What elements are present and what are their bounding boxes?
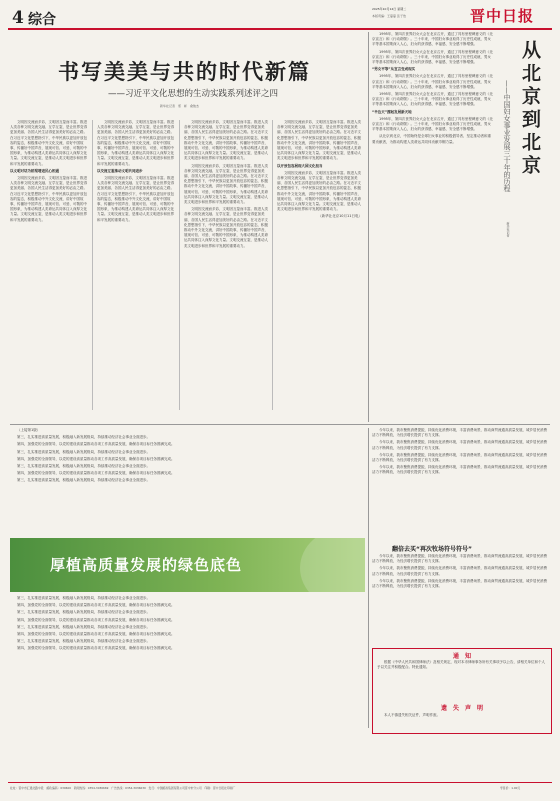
lead-column-1: 文明因交流而多彩，文明因互鉴而丰富。推进人类各种文明交流交融、互学互鉴，是让世界变得更加美丽、各国人民生活得更加美好的必由之路。在习近平文化思想指引下，中华民族以更加开放包容的姿态，积极推动中外文化交流，讲好中国故事，传播好中国声音，展现可信、可爱、可敬的中国形象，为推动构建人类命运共同体注入深厚文化力量。文明交流互鉴，是推动人类文明进步和世界和平发展的重要动力。 以文明对话为桥梁增进民心相通 文明因交流而多彩，文明因互鉴而丰富。推进人类各种文明交流交融、互学互鉴，是让世界变得更加美丽、各国人民生活得更加美好的必由之路。在习近平文化思想指引下，中华民族以更加开放包容的姿态，积极推动中外文化交流，讲好中国故事，传播好中国声音，展现可信、可爱、可敬的中国形象，为推动构建人类命运共同体注入深厚文化力量。文明交流互鉴，是推动人类文明进步和世界和平发展的重要动力。 (10, 120, 87, 222)
page-header (0, 0, 560, 28)
article-byline: 新华社记者 邢 彬 俞俊杰 (160, 104, 200, 108)
side-article (372, 32, 552, 422)
article-subtitle: ——习近平文化思想的生动实践系列述评之四 (108, 89, 279, 99)
article-title: 书写美美与共的时代新篇 (58, 59, 311, 84)
lead-column-3: 文明因交流而多彩，文明因互鉴而丰富。推进人类各种文明交流交融、互学互鉴，是让世界变得更加美丽、各国人民生活得更加美好的必由之路。在习近平文化思想指引下，中华民族以更加开放包容的姿态，积极推动中外文化交流，讲好中国故事，传播好中国声音，展现可信、可爱、可敬的中国形象，为推动构建人类命运共同体注入深厚文化力量。文明交流互鉴，是推动人类文明进步和世界和平发展的重要动力。 文明因交流而多彩，文明因互鉴而丰富。推进人类各种文明交流交融、互学互鉴，是让世界变得更加美丽、各国人民生活得更加美好的必由之路。在习近平文化思想指引下，中华民族以更加开放包容的姿态，积极推动中外文化交流，讲好中国故事，传播好中国声音，展现可信、可爱、可敬的中国形象，为推动构建人类命运共同体注入深厚文化力量。文明交流互鉴，是推动人类文明进步和世界和平发展的重要动力。 文明因交流而多彩，文明因互鉴而丰富。推进人类各种文明交流交融、互学互鉴，是让世界变得更加美丽、各国人民生活得更加美好的必由之路。在习近平文化思想指引下，中华民族以更加开放包容的姿态，积极推动中外文化交流，讲好中国故事，传播好中国声音，展现可信、可爱、可敬的中国形象，为推动构建人类命运共同体注入深厚文化力量。文明交流互鉴，是推动人类文明进步和世界和平发展的重要动力。 (184, 120, 268, 248)
footer-info: 社址：晋中市汇通北路中段 邮政编码：030600 新闻热线：0354-3036669 广告热线：0354-3036630 发行：中国邮政集团有限公司晋中市分公司 印刷：晋中日报社印刷厂 (10, 786, 236, 790)
subhead: 以文明对话为桥梁增进民心相通 (10, 168, 59, 173)
subhead: “半边天”撑起发展新天地 (372, 109, 412, 114)
header-rule (8, 28, 552, 30)
issue-date: 2025年10月14日 星期二 (372, 7, 407, 11)
footer-price: 零售价：1.00元 (500, 786, 521, 790)
green-banner (10, 538, 365, 592)
lower-article: 第三，扎实推进高质量发展，积极融入新发展格局，持续推动经济社会事业全面进步。 第四，加强党的全面领导，以党的建设高质量推动各项工作高质量发展，确保各项目标任务圆满完成。 第三，扎实推进高质量发展，积极融入新发展格局，持续推动经济社会事业全面进步。 第四，加强党的全面领导，以党的建设高质量推动各项工作高质量发展，确保各项目标任务圆满完成。 第三，扎实推进高质量发展，积极融入新发展格局，持续推动经济社会事业全面进步。 第四，加强党的全面领导，以党的建设高质量推动各项工作高质量发展，确保各项目标任务圆满完成。 第三，扎实推进高质量发展，积极融入新发展格局，持续推动经济社会事业全面进步。 第四，加强党的全面领导，以党的建设高质量推动各项工作高质量发展，确保各项目标任务圆满完成。 (17, 596, 175, 651)
banner-leaf-icon (300, 538, 365, 592)
lost-notice-body: 本人不慎遗失相关证件，声明作废。 (384, 713, 440, 717)
article-source: （新华社北京10月11日电） (318, 214, 362, 219)
footer-rule (8, 782, 552, 783)
newspaper-logo: 晋中日报 (470, 7, 535, 25)
lost-notice-title: 遗 失 声 明 (440, 705, 483, 712)
page-number: 4 (12, 8, 24, 28)
section-name: 综合 (28, 12, 56, 28)
banner-title: 厚植高质量发展的绿色底色 (50, 556, 243, 574)
side-column-1: 1995年，第四次世界妇女大会在北京召开，通过了具有里程碑意义的《北京宣言》和《行动纲领》。三十年来，中国妇女事业取得了历史性成就，男女平等基本国策深入人心，妇女的获得感、幸福感、安全感不断增强。 1995年，第四次世界妇女大会在北京召开，通过了具有里程碑意义的《北京宣言》和《行动纲领》。三十年来，中国妇女事业取得了历史性成就，男女平等基本国策深入人心，妇女的获得感、幸福感、安全感不断增强。 “男女平等”从宣言变成现实 1995年，第四次世界妇女大会在北京召开，通过了具有里程碑意义的《北京宣言》和《行动纲领》。三十年来，中国妇女事业取得了历史性成就，男女平等基本国策深入人心，妇女的获得感、幸福感、安全感不断增强。 1995年，第四次世界妇女大会在北京召开，通过了具有里程碑意义的《北京宣言》和《行动纲领》。三十年来，中国妇女事业取得了历史性成就，男女平等基本国策深入人心，妇女的获得感、幸福感、安全感不断增强。 “半边天”撑起发展新天地 1995年，第四次世界妇女大会在北京召开，通过了具有里程碑意义的《北京宣言》和《行动纲领》。三十年来，中国妇女事业取得了历史性成就，男女平等基本国策深入人心，妇女的获得感、幸福感、安全感不断增强。 从北京到北京，中国始终是全球妇女事业的积极倡导者、坚定推动者和重要贡献者，为推动构建人类命运共同体贡献巾帼力量。 (372, 32, 493, 144)
side-subtitle: ——中国妇女事业发展三十年的历程 (503, 80, 511, 192)
notice-title: 通 知 (452, 653, 471, 660)
lead-column-4: 文明因交流而多彩，文明因互鉴而丰富。推进人类各种文明交流交融、互学互鉴，是让世界变得更加美丽、各国人民生活得更加美好的必由之路。在习近平文化思想指引下，中华民族以更加开放包容的姿态，积极推动中外文化交流，讲好中国故事，传播好中国声音，展现可信、可爱、可敬的中国形象，为推动构建人类命运共同体注入深厚文化力量。文明交流互鉴，是推动人类文明进步和世界和平发展的重要动力。 以开放包容展现大国文化担当 文明因交流而多彩，文明因互鉴而丰富。推进人类各种文明交流交融、互学互鉴，是让世界变得更加美丽、各国人民生活得更加美好的必由之路。在习近平文化思想指引下，中华民族以更加开放包容的姿态，积极推动中外文化交流，讲好中国故事，传播好中国声音，展现可信、可爱、可敬的中国形象，为推动构建人类命运共同体注入深厚文化力量。文明交流互鉴，是推动人类文明进步和世界和平发展的重要动力。 （新华社北京10月11日电） (277, 120, 362, 219)
subhead: “男女平等”从宣言变成现实 (372, 67, 416, 72)
lead-column-2: 文明因交流而多彩，文明因互鉴而丰富。推进人类各种文明交流交融、互学互鉴，是让世界变得更加美丽、各国人民生活得更加美好的必由之路。在习近平文化思想指引下，中华民族以更加开放包容的姿态，积极推动中外文化交流，讲好中国故事，传播好中国声音，展现可信、可爱、可敬的中国形象，为推动构建人类命运共同体注入深厚文化力量。文明交流互鉴，是推动人类文明进步和世界和平发展的重要动力。 以交流互鉴推动文明共同进步 文明因交流而多彩，文明因互鉴而丰富。推进人类各种文明交流交融、互学互鉴，是让世界变得更加美丽、各国人民生活得更加美好的必由之路。在习近平文化思想指引下，中华民族以更加开放包容的姿态，积极推动中外文化交流，讲好中国故事，传播好中国声音，展现可信、可爱、可敬的中国形象，为推动构建人类命运共同体注入深厚文化力量。文明交流互鉴，是推动人类文明进步和世界和平发展的重要动力。 (97, 120, 174, 222)
notice-body: 根据《中华人民共和国律师法》及相关规定，现对本市律师事务所有关事项予以公告，请相关单位和个人予以关注并积极配合。特此通知。 (377, 660, 545, 670)
side-byline: 新华社记者 (506, 222, 510, 237)
subhead: 以开放包容展现大国文化担当 (277, 163, 323, 168)
continued-article: （上接第1版） 第三，扎实推进高质量发展，积极融入新发展格局，持续推动经济社会事业全面进步。 第四，加强党的全面领导，以党的建设高质量推动各项工作高质量发展，确保各项目标任务圆满完成。 第三，扎实推进高质量发展，积极融入新发展格局，持续推动经济社会事业全面进步。 第四，加强党的全面领导，以党的建设高质量推动各项工作高质量发展，确保各项目标任务圆满完成。 第三，扎实推进高质量发展，积极融入新发展格局，持续推动经济社会事业全面进步。 第四，加强党的全面领导，以党的建设高质量推动各项工作高质量发展，确保各项目标任务圆满完成。 第三，扎实推进高质量发展，积极融入新发展格局，持续推动经济社会事业全面进步。 (17, 428, 175, 483)
notice-box (372, 648, 552, 734)
side-title: 从北京到北京 (519, 40, 541, 178)
lower-right-title: 翻倍去买“再次牧场符号符号” (392, 546, 472, 553)
lower-right-article: 翻倍去买“再次牧场符号符号” 今年以来，我市聚焦消费提振，持续优化消费环境，丰富消费场景，推动商贸流通高质量发展，城乡居民消费活力不断释放，为经济增长提供了有力支撑。 今年以来，我市聚焦消费提振，持续优化消费环境，丰富消费场景，推动商贸流通高质量发展，城乡居民消费活力不断释放，为经济增长提供了有力支撑。 今年以来，我市聚焦消费提振，持续优化消费环境，丰富消费场景，推动商贸流通高质量发展，城乡居民消费活力不断释放，为经济增长提供了有力支撑。 今年以来，我市聚焦消费提振，持续优化消费环境，丰富消费场景，推动商贸流通高质量发展，城乡居民消费活力不断释放，为经济增长提供了有力支撑。 今年以来，我市聚焦消费提振，持续优化消费环境，丰富消费场景，推动商贸流通高质量发展，城乡居民消费活力不断释放，为经济增长提供了有力支撑。 今年以来，我市聚焦消费提振，持续优化消费环境，丰富消费场景，推动商贸流通高质量发展，城乡居民消费活力不断释放，为经济增长提供了有力支撑。 今年以来，我市聚焦消费提振，持续优化消费环境，丰富消费场景，推动商贸流通高质量发展，城乡居民消费活力不断释放，为经济增长提供了有力支撑。 (372, 428, 547, 589)
editor-credit: 本版责编：王蔓蔓 张子怡 (372, 14, 406, 18)
lead-article (10, 32, 364, 422)
subhead: 以交流互鉴推动文明共同进步 (97, 168, 143, 173)
